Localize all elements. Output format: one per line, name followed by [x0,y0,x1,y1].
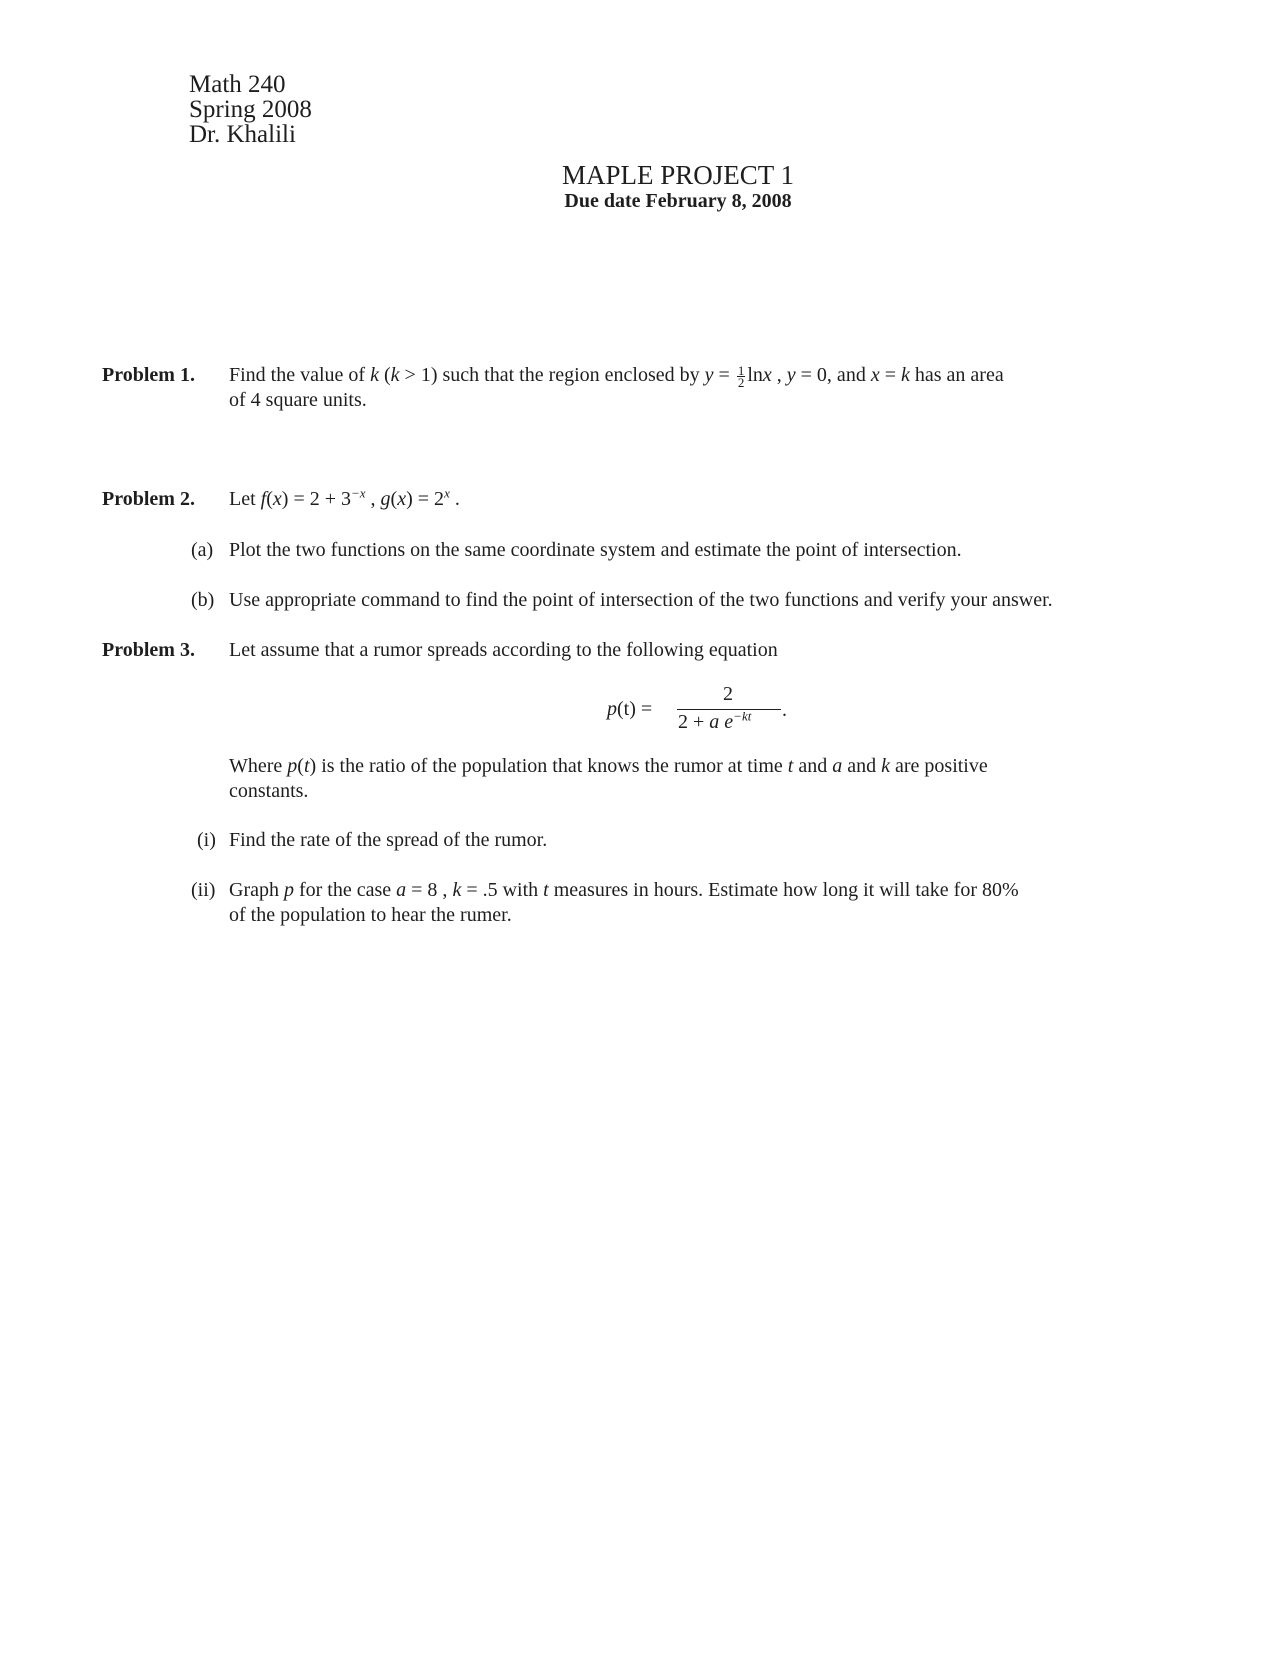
problem-2b-label: (b) [191,589,215,611]
one-half-fraction: $\frac{1}{2}$ [737,362,745,390]
problem-2-statement: Let $f(x) = 2 + 3^{-x}$ , $g(x) = 2^x$ . [229,485,460,510]
problem-2-label: Problem 2. [102,488,195,510]
course-header [189,72,312,147]
problem-1-line-2: of 4 square units. [229,389,367,411]
instructor-name: Dr. Khalili [189,121,296,148]
problem-2a-text: Plot the two functions on the same coordinate system and estimate the point of intersection. [229,539,962,561]
problem-1-label: Problem 1. [102,364,195,386]
problem-3ii-label: (ii) [191,879,216,901]
equation-numerator: 2 [723,683,733,705]
page-title: MAPLE PROJECT 1 [561,160,795,190]
problem-3ii-line-1: Graph p for the case a = 8 , k = .5 with t measures in hours. Estimate how long it will take for 80% [229,879,1019,901]
equation-fraction-bar [677,709,781,710]
problem-3-label: Problem 3. [102,639,195,661]
problem-1-line-1: Find the value of k (k > 1) such that the region enclosed by y = $\frac{1}{2}$ lnx , y = 0, and x = k has an area [229,362,1004,390]
problem-3-intro: Let assume that a rumor spreads according to the following equation [229,639,778,661]
due-date: Due date February 8, 2008 [564,190,792,212]
problem-2b-text: Use appropriate command to find the point of intersection of the two functions and verify your answer. [229,589,1053,611]
equation-lhs: p(t) = [607,698,653,720]
problem-3-where-line-2: constants. [229,780,309,802]
course-term: Spring 2008 [189,96,312,123]
problem-3-where-line-1: Where p(t) is the ratio of the population that knows the rumor at time t and a and k are positive [229,755,988,777]
problem-2a-label: (a) [191,539,214,561]
equation-period: . [782,699,787,721]
equation-denominator: 2 + a $e^{-kt}$ [678,708,752,733]
problem-3i-text: Find the rate of the spread of the rumor. [229,829,548,851]
problem-3i-label: (i) [197,829,216,851]
course-name: Math 240 [189,71,286,98]
problem-3ii-line-2: of the population to hear the rumer. [229,904,512,926]
